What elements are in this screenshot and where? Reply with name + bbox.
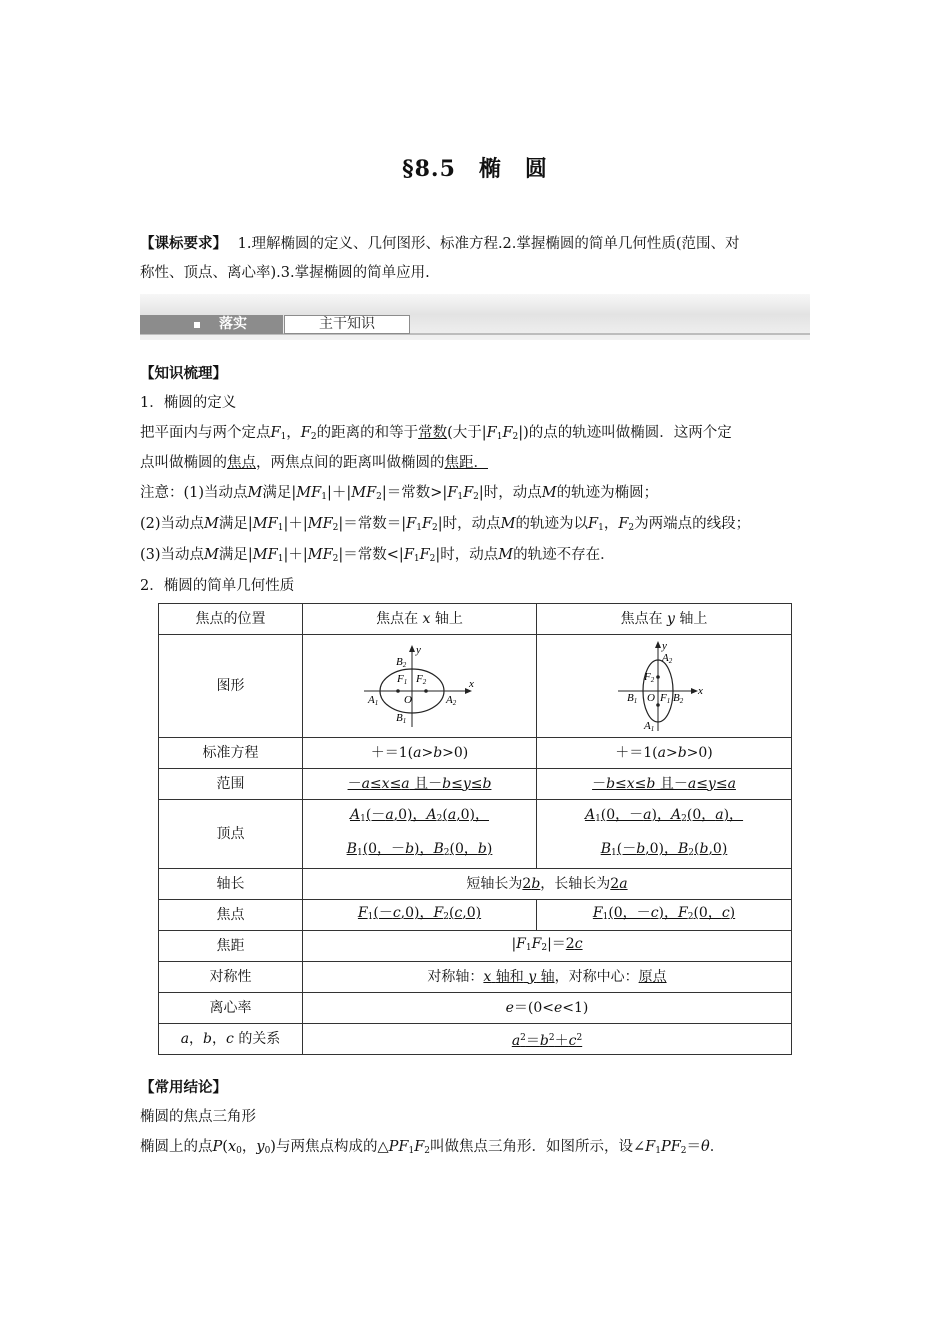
table-row (159, 738, 792, 769)
definition-heading: 1．椭圆的定义 (140, 395, 237, 411)
row-label: 离心率 (159, 993, 303, 1024)
svg-text:x: x (468, 678, 474, 690)
svg-text:B2: B2 (395, 656, 406, 669)
row-label: 对称性 (159, 962, 303, 993)
equation-x: ＋＝1(a>b>0) (303, 738, 537, 769)
row-label: a，b，c 的关系 (159, 1024, 303, 1055)
requirements-line-2: 称性、顶点、离心率).3.掌握椭圆的简单应用. (140, 265, 430, 281)
requirements-line-1: 【课标要求】 1.理解椭圆的定义、几何图形、标准方程.2.掌握椭圆的简单几何性质(范围、对 (140, 235, 740, 252)
svg-text:F1: F1 (660, 692, 671, 705)
svg-text:O: O (647, 692, 655, 704)
range-x: －a≤x≤a 且－b≤y≤b (303, 769, 537, 800)
header-cell: 焦点在 x 轴上 (303, 604, 537, 635)
table-row (159, 769, 792, 800)
note-3: (3)当动点M满足$|MF_1|+|MF_2|=$常数$<|F_1F_2|$时，动点M的轨迹不存在． (140, 547, 615, 564)
svg-text:y: y (662, 640, 667, 652)
row-label: 轴长 (159, 869, 303, 900)
properties-heading: 2．椭圆的简单几何性质 (140, 578, 295, 594)
focal-distance: $|F_1F_2|=2c$ (303, 931, 792, 962)
conclusion-title: 椭圆的焦点三角形 (140, 1109, 256, 1125)
svg-text:x: x (698, 685, 703, 697)
table-row (159, 931, 792, 962)
banner-tag-right: 主干知识 (284, 315, 410, 334)
figure-horizontal-ellipse (303, 635, 537, 738)
section-conclusion-heading: 【常用结论】 (140, 1079, 227, 1096)
conclusion-text: 椭圆上的点$P(x_0$，$y_0$)与两焦点构成的$\triangle PF_1F_2$叫做焦点三角形．如图所示，设$\angle F_1PF_2=\theta$． (140, 1139, 725, 1156)
svg-text:B1: B1 (395, 712, 406, 725)
banner-tag-left: 落实 (140, 315, 283, 334)
svg-text:A1: A1 (644, 720, 655, 733)
vertices-y: $A_1(0$，－a)，$A_2(0$，a)， $B_1(-b,0)$，$B_2(b,0)$ (537, 800, 792, 869)
eccentricity: e＝(0<e<1) (303, 993, 792, 1024)
svg-text:F1: F1 (396, 673, 407, 686)
abc-relation: $a^2=b^2+c^2$ (303, 1024, 792, 1055)
table-row (159, 869, 792, 900)
section-knowledge-heading: 【知识梳理】 (140, 365, 227, 382)
ellipse-properties-table (158, 603, 792, 1055)
table-row (159, 993, 792, 1024)
svg-text:A2: A2 (662, 652, 673, 665)
header-cell: 焦点在 y 轴上 (537, 604, 792, 635)
row-label: 范围 (159, 769, 303, 800)
header-cell: 焦点的位置 (159, 604, 303, 635)
svg-text:O: O (403, 694, 412, 706)
row-label: 焦点 (159, 900, 303, 931)
square-bullet-icon (194, 322, 200, 328)
svg-text:A2: A2 (445, 694, 456, 707)
table-row (159, 962, 792, 993)
symmetry: 对称轴：x 轴和 y 轴，对称中心：原点 (303, 962, 792, 993)
definition-line-1: 把平面内与两个定点$F_1$，$F_2$的距离的和等于常数(大于$|F_1F_2|$)的点的轨迹叫做椭圆．这两个定 (140, 425, 732, 442)
svg-text:F2: F2 (644, 671, 655, 684)
vertices-x: $A_1(-a,0)$，$A_2(a,0)$， $B_1(0$，－b)，$B_2(0$，b) (303, 800, 537, 869)
table-row (159, 635, 792, 738)
equation-y: ＋＝1(a>b>0) (537, 738, 792, 769)
table-row (159, 1024, 792, 1055)
foci-x: $F_1(-c,0)$，$F_2(c,0)$ (303, 900, 537, 931)
range-y: －b≤x≤b 且－a≤y≤a (537, 769, 792, 800)
table-row (159, 900, 792, 931)
table-row (159, 800, 792, 869)
table-row (159, 604, 792, 635)
svg-text:B2: B2 (673, 692, 684, 705)
note-1: 注意：(1)当动点M满足$|MF_1|+|MF_2|=$常数$>|F_1F_2|$时，动点M的轨迹为椭圆； (140, 485, 659, 502)
svg-text:A1: A1 (367, 694, 378, 707)
svg-text:F2: F2 (415, 673, 426, 686)
row-label: 图形 (159, 635, 303, 738)
row-label: 焦距 (159, 931, 303, 962)
foci-y: $F_1(0$，－c)，$F_2(0$，c) (537, 900, 792, 931)
ellipse-y-axis-figure (614, 639, 714, 733)
note-2: (2)当动点M满足$|MF_1|+|MF_2|=$常数$=|F_1F_2|$时，动点M的轨迹为以$F_1$，$F_2$为两端点的线段； (140, 516, 751, 533)
svg-text:B1: B1 (627, 692, 638, 705)
ellipse-x-axis-figure (360, 641, 480, 731)
definition-line-2: 点叫做椭圆的焦点，两焦点间的距离叫做椭圆的焦距． (140, 455, 488, 471)
row-label: 标准方程 (159, 738, 303, 769)
requirements-label: 【课标要求】 (140, 235, 227, 252)
section-banner (140, 294, 810, 340)
row-label: 顶点 (159, 800, 303, 869)
page-title: §8.5 椭 圆 (402, 156, 548, 182)
figure-vertical-ellipse (537, 635, 792, 738)
axis-lengths: 短轴长为2b，长轴长为2a (303, 869, 792, 900)
svg-text:y: y (415, 644, 421, 656)
